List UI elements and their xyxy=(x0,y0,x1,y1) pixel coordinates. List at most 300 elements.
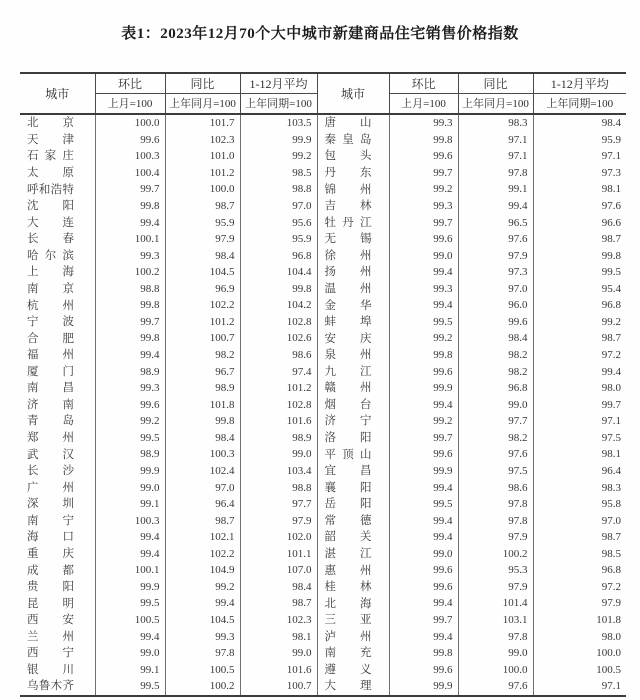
index-value-cell: 95.8 xyxy=(533,496,626,513)
city-name: 厦门 xyxy=(27,365,74,378)
index-value-cell: 100.2 xyxy=(95,264,165,281)
index-value-cell: 103.1 xyxy=(458,612,533,629)
index-value-cell: 100.2 xyxy=(458,546,533,563)
index-value-cell: 97.4 xyxy=(240,363,317,380)
city-cell xyxy=(317,413,389,430)
city-cell xyxy=(20,363,95,380)
index-value-cell: 96.7 xyxy=(165,363,240,380)
city-name: 兰州 xyxy=(27,630,74,643)
index-value-cell: 100.0 xyxy=(458,662,533,679)
index-value-cell: 101.2 xyxy=(165,165,240,182)
index-value-cell: 98.8 xyxy=(95,281,165,298)
city-name: 大连 xyxy=(27,216,74,229)
index-value-cell: 96.8 xyxy=(240,248,317,265)
table-row xyxy=(20,479,626,496)
index-value-cell: 99.4 xyxy=(165,595,240,612)
city-cell xyxy=(20,181,95,198)
header-yoy-base-right: 上年同月=100 xyxy=(458,93,533,114)
index-value-cell: 97.6 xyxy=(533,198,626,215)
index-value-cell: 99.6 xyxy=(389,363,458,380)
index-value-cell: 98.1 xyxy=(240,628,317,645)
index-value-cell: 102.4 xyxy=(165,463,240,480)
city-name: 沈阳 xyxy=(27,200,74,213)
table-row xyxy=(20,297,626,314)
city-name: 广州 xyxy=(27,481,74,494)
city-name: 太原 xyxy=(27,167,74,180)
city-cell xyxy=(20,463,95,480)
city-cell xyxy=(317,546,389,563)
city-name: 重庆 xyxy=(27,547,74,560)
table-row xyxy=(20,330,626,347)
index-value-cell: 103.4 xyxy=(240,463,317,480)
index-value-cell: 97.0 xyxy=(240,198,317,215)
index-value-cell: 104.5 xyxy=(165,612,240,629)
index-value-cell: 95.4 xyxy=(533,281,626,298)
index-value-cell: 103.5 xyxy=(240,114,317,132)
index-value-cell: 101.4 xyxy=(458,595,533,612)
city-name: 洛阳 xyxy=(324,432,372,445)
city-cell xyxy=(20,446,95,463)
index-value-cell: 99.7 xyxy=(389,612,458,629)
index-value-cell: 104.2 xyxy=(240,297,317,314)
city-name: 湛江 xyxy=(324,547,372,560)
index-value-cell: 99.4 xyxy=(389,397,458,414)
city-name: 银川 xyxy=(27,663,74,676)
city-cell xyxy=(317,231,389,248)
city-cell xyxy=(20,413,95,430)
index-value-cell: 99.8 xyxy=(533,248,626,265)
city-cell xyxy=(317,214,389,231)
index-value-cell: 104.4 xyxy=(240,264,317,281)
index-value-cell: 99.8 xyxy=(95,198,165,215)
index-value-cell: 97.7 xyxy=(240,496,317,513)
city-cell xyxy=(317,678,389,696)
table-row xyxy=(20,314,626,331)
index-value-cell: 97.2 xyxy=(533,579,626,596)
city-cell xyxy=(20,132,95,149)
index-value-cell: 99.5 xyxy=(389,314,458,331)
index-value-cell: 99.1 xyxy=(95,662,165,679)
city-name: 岳阳 xyxy=(324,498,372,511)
index-value-cell: 101.6 xyxy=(240,662,317,679)
table-row xyxy=(20,181,626,198)
city-name: 锦州 xyxy=(324,183,372,196)
index-value-cell: 99.1 xyxy=(458,181,533,198)
index-value-cell: 95.9 xyxy=(533,132,626,149)
city-name: 三亚 xyxy=(324,614,372,627)
index-value-cell: 97.5 xyxy=(533,430,626,447)
city-cell xyxy=(20,546,95,563)
index-value-cell: 99.8 xyxy=(389,347,458,364)
table-row xyxy=(20,662,626,679)
index-value-cell: 99.0 xyxy=(389,546,458,563)
city-name: 宁波 xyxy=(27,316,74,329)
index-value-cell: 95.9 xyxy=(165,214,240,231)
city-name: 上海 xyxy=(27,266,74,279)
header-avg-left: 1-12月平均 xyxy=(240,73,317,93)
table-body xyxy=(20,114,626,696)
price-index-table-wrap xyxy=(20,72,626,697)
city-cell xyxy=(317,529,389,546)
index-value-cell: 98.5 xyxy=(240,165,317,182)
header-city-right: 城市 xyxy=(317,73,389,114)
index-value-cell: 102.8 xyxy=(240,397,317,414)
table-row xyxy=(20,546,626,563)
index-value-cell: 101.6 xyxy=(240,413,317,430)
index-value-cell: 98.2 xyxy=(458,347,533,364)
index-value-cell: 97.1 xyxy=(533,678,626,696)
city-name: 韶关 xyxy=(324,531,372,544)
index-value-cell: 102.2 xyxy=(165,297,240,314)
index-value-cell: 99.9 xyxy=(389,380,458,397)
index-value-cell: 99.6 xyxy=(389,579,458,596)
city-name: 昆明 xyxy=(27,597,74,610)
index-value-cell: 99.4 xyxy=(458,198,533,215)
index-value-cell: 97.8 xyxy=(165,645,240,662)
index-value-cell: 101.2 xyxy=(165,314,240,331)
city-cell xyxy=(20,330,95,347)
index-value-cell: 99.5 xyxy=(95,678,165,696)
index-value-cell: 99.7 xyxy=(389,214,458,231)
table-row xyxy=(20,678,626,696)
index-value-cell: 99.9 xyxy=(240,132,317,149)
city-name: 长春 xyxy=(27,233,74,246)
index-value-cell: 99.0 xyxy=(95,645,165,662)
city-name: 扬州 xyxy=(324,266,372,279)
index-value-cell: 98.6 xyxy=(458,479,533,496)
index-value-cell: 99.4 xyxy=(95,628,165,645)
index-value-cell: 99.6 xyxy=(95,397,165,414)
city-name: 成都 xyxy=(27,564,74,577)
city-name: 襄阳 xyxy=(324,481,372,494)
index-value-cell: 99.9 xyxy=(389,678,458,696)
index-value-cell: 97.9 xyxy=(165,231,240,248)
index-value-cell: 99.4 xyxy=(389,479,458,496)
index-value-cell: 100.7 xyxy=(165,330,240,347)
index-value-cell: 97.8 xyxy=(458,628,533,645)
city-name: 武汉 xyxy=(27,448,74,461)
city-cell xyxy=(317,513,389,530)
index-value-cell: 97.2 xyxy=(533,347,626,364)
index-value-cell: 97.6 xyxy=(458,231,533,248)
header-avg-right: 1-12月平均 xyxy=(533,73,626,93)
city-name: 无锡 xyxy=(324,233,372,246)
index-value-cell: 99.8 xyxy=(95,297,165,314)
index-value-cell: 98.9 xyxy=(95,363,165,380)
table-row xyxy=(20,248,626,265)
index-value-cell: 99.6 xyxy=(95,132,165,149)
city-cell xyxy=(317,330,389,347)
city-cell xyxy=(20,248,95,265)
city-name: 深圳 xyxy=(27,498,74,511)
city-cell xyxy=(20,165,95,182)
index-value-cell: 99.2 xyxy=(165,579,240,596)
header-avg-base-left: 上年同期=100 xyxy=(240,93,317,114)
city-cell xyxy=(20,231,95,248)
index-value-cell: 100.7 xyxy=(240,678,317,696)
index-value-cell: 98.1 xyxy=(533,181,626,198)
index-value-cell: 99.3 xyxy=(389,198,458,215)
city-name: 北京 xyxy=(27,117,74,130)
index-value-cell: 97.1 xyxy=(458,132,533,149)
city-cell xyxy=(20,430,95,447)
city-cell xyxy=(317,446,389,463)
city-name: 南宁 xyxy=(27,514,74,527)
city-cell xyxy=(317,132,389,149)
index-value-cell: 99.3 xyxy=(165,628,240,645)
header-row-1 xyxy=(20,73,626,93)
city-name: 吉林 xyxy=(324,200,372,213)
city-cell xyxy=(317,248,389,265)
city-name: 石家庄 xyxy=(27,150,74,163)
city-cell xyxy=(317,479,389,496)
city-name: 泉州 xyxy=(324,349,372,362)
index-value-cell: 95.3 xyxy=(458,562,533,579)
city-cell xyxy=(317,165,389,182)
index-value-cell: 97.9 xyxy=(533,595,626,612)
table-row xyxy=(20,430,626,447)
index-value-cell: 99.3 xyxy=(95,248,165,265)
index-value-cell: 98.9 xyxy=(165,380,240,397)
index-value-cell: 96.4 xyxy=(165,496,240,513)
index-value-cell: 97.8 xyxy=(458,513,533,530)
city-cell xyxy=(20,496,95,513)
city-name: 常德 xyxy=(324,514,372,527)
index-value-cell: 99.4 xyxy=(95,214,165,231)
index-value-cell: 99.4 xyxy=(389,264,458,281)
index-value-cell: 101.8 xyxy=(165,397,240,414)
table-row xyxy=(20,513,626,530)
table-row xyxy=(20,363,626,380)
city-name: 秦皇岛 xyxy=(324,133,372,146)
index-value-cell: 99.8 xyxy=(389,645,458,662)
header-yoy-left: 同比 xyxy=(165,73,240,93)
index-value-cell: 99.8 xyxy=(95,330,165,347)
city-name: 北海 xyxy=(324,597,372,610)
index-value-cell: 102.8 xyxy=(240,314,317,331)
table-row xyxy=(20,281,626,298)
table-title: 表1：2023年12月70个大中城市新建商品住宅销售价格指数 xyxy=(121,26,519,42)
city-name: 平顶山 xyxy=(324,448,372,461)
city-cell xyxy=(317,612,389,629)
index-value-cell: 99.7 xyxy=(389,165,458,182)
city-cell xyxy=(317,363,389,380)
city-name: 大理 xyxy=(324,680,372,693)
city-cell xyxy=(20,380,95,397)
index-value-cell: 102.0 xyxy=(240,529,317,546)
index-value-cell: 97.7 xyxy=(458,413,533,430)
city-cell xyxy=(20,198,95,215)
table-header xyxy=(20,73,626,114)
index-value-cell: 97.0 xyxy=(165,479,240,496)
price-index-table xyxy=(20,72,626,697)
index-value-cell: 99.5 xyxy=(95,595,165,612)
index-value-cell: 99.4 xyxy=(389,628,458,645)
index-value-cell: 99.8 xyxy=(240,281,317,298)
index-value-cell: 97.9 xyxy=(240,513,317,530)
city-cell xyxy=(317,628,389,645)
index-value-cell: 107.0 xyxy=(240,562,317,579)
city-cell xyxy=(20,562,95,579)
index-value-cell: 96.8 xyxy=(533,297,626,314)
index-value-cell: 98.1 xyxy=(533,446,626,463)
city-name: 遵义 xyxy=(324,663,372,676)
index-value-cell: 96.9 xyxy=(165,281,240,298)
city-cell xyxy=(20,148,95,165)
index-value-cell: 100.2 xyxy=(165,678,240,696)
index-value-cell: 99.3 xyxy=(389,114,458,132)
city-name: 贵阳 xyxy=(27,581,74,594)
city-name: 惠州 xyxy=(324,564,372,577)
index-value-cell: 102.1 xyxy=(165,529,240,546)
index-value-cell: 99.7 xyxy=(389,430,458,447)
index-value-cell: 100.1 xyxy=(95,231,165,248)
city-name: 杭州 xyxy=(27,299,74,312)
index-value-cell: 99.5 xyxy=(389,496,458,513)
index-value-cell: 102.3 xyxy=(165,132,240,149)
city-name: 牡丹江 xyxy=(324,216,372,229)
index-value-cell: 98.7 xyxy=(533,529,626,546)
index-value-cell: 99.6 xyxy=(389,148,458,165)
index-value-cell: 99.0 xyxy=(95,479,165,496)
index-value-cell: 99.4 xyxy=(533,363,626,380)
index-value-cell: 97.1 xyxy=(533,148,626,165)
city-name: 西宁 xyxy=(27,647,74,660)
index-value-cell: 99.3 xyxy=(389,281,458,298)
city-name: 金华 xyxy=(324,299,372,312)
index-value-cell: 100.5 xyxy=(165,662,240,679)
city-name: 合肥 xyxy=(27,332,74,345)
index-value-cell: 97.9 xyxy=(458,529,533,546)
table-row xyxy=(20,529,626,546)
table-row xyxy=(20,413,626,430)
city-cell xyxy=(20,529,95,546)
index-value-cell: 99.9 xyxy=(95,463,165,480)
city-cell xyxy=(20,628,95,645)
city-name: 南充 xyxy=(324,647,372,660)
city-cell xyxy=(317,264,389,281)
table-row xyxy=(20,463,626,480)
index-value-cell: 98.4 xyxy=(165,430,240,447)
city-cell xyxy=(317,347,389,364)
table-row xyxy=(20,397,626,414)
index-value-cell: 98.4 xyxy=(533,114,626,132)
table-row xyxy=(20,114,626,132)
index-value-cell: 98.2 xyxy=(165,347,240,364)
city-cell xyxy=(20,645,95,662)
index-value-cell: 101.0 xyxy=(165,148,240,165)
city-cell xyxy=(317,595,389,612)
index-value-cell: 98.0 xyxy=(533,380,626,397)
city-name: 呼和浩特 xyxy=(27,183,74,196)
index-value-cell: 99.4 xyxy=(95,347,165,364)
index-value-cell: 99.4 xyxy=(389,595,458,612)
header-avg-base-right: 上年同期=100 xyxy=(533,93,626,114)
table-row xyxy=(20,562,626,579)
city-cell xyxy=(20,297,95,314)
index-value-cell: 96.5 xyxy=(458,214,533,231)
index-value-cell: 98.2 xyxy=(458,363,533,380)
index-value-cell: 97.8 xyxy=(458,165,533,182)
city-name: 温州 xyxy=(324,282,372,295)
index-value-cell: 99.2 xyxy=(389,181,458,198)
index-value-cell: 98.3 xyxy=(533,479,626,496)
city-name: 桂林 xyxy=(324,581,372,594)
index-value-cell: 97.1 xyxy=(458,148,533,165)
city-cell xyxy=(317,314,389,331)
index-value-cell: 99.2 xyxy=(389,330,458,347)
city-cell xyxy=(20,479,95,496)
index-value-cell: 101.8 xyxy=(533,612,626,629)
index-value-cell: 99.4 xyxy=(95,546,165,563)
index-value-cell: 101.1 xyxy=(240,546,317,563)
table-row xyxy=(20,446,626,463)
city-cell xyxy=(317,181,389,198)
table-row xyxy=(20,347,626,364)
index-value-cell: 96.4 xyxy=(533,463,626,480)
table-row xyxy=(20,595,626,612)
index-value-cell: 98.4 xyxy=(240,579,317,596)
table-row xyxy=(20,132,626,149)
index-value-cell: 100.5 xyxy=(533,662,626,679)
index-value-cell: 97.5 xyxy=(458,463,533,480)
index-value-cell: 98.4 xyxy=(458,330,533,347)
city-cell xyxy=(317,114,389,132)
index-value-cell: 104.9 xyxy=(165,562,240,579)
index-value-cell: 99.4 xyxy=(389,297,458,314)
city-name: 济南 xyxy=(27,398,74,411)
index-value-cell: 97.9 xyxy=(458,248,533,265)
index-value-cell: 99.6 xyxy=(389,562,458,579)
index-value-cell: 99.8 xyxy=(389,132,458,149)
index-value-cell: 99.2 xyxy=(240,148,317,165)
index-value-cell: 99.2 xyxy=(389,413,458,430)
city-name: 徐州 xyxy=(324,249,372,262)
header-city-left: 城市 xyxy=(20,73,95,114)
city-cell xyxy=(317,645,389,662)
index-value-cell: 98.8 xyxy=(240,479,317,496)
index-value-cell: 99.2 xyxy=(533,314,626,331)
index-value-cell: 97.0 xyxy=(458,281,533,298)
header-yoy-right: 同比 xyxy=(458,73,533,93)
index-value-cell: 98.3 xyxy=(458,114,533,132)
city-cell xyxy=(317,397,389,414)
index-value-cell: 97.9 xyxy=(458,579,533,596)
city-cell xyxy=(317,579,389,596)
city-name: 天津 xyxy=(27,133,74,146)
index-value-cell: 102.3 xyxy=(240,612,317,629)
city-name: 济宁 xyxy=(324,415,372,428)
index-value-cell: 98.7 xyxy=(165,513,240,530)
index-value-cell: 99.7 xyxy=(533,397,626,414)
city-name: 烟台 xyxy=(324,398,372,411)
city-cell xyxy=(317,662,389,679)
city-cell xyxy=(317,148,389,165)
city-name: 唐山 xyxy=(324,117,372,130)
index-value-cell: 99.7 xyxy=(95,181,165,198)
index-value-cell: 99.5 xyxy=(533,264,626,281)
index-value-cell: 99.1 xyxy=(95,496,165,513)
city-cell xyxy=(317,562,389,579)
table-row xyxy=(20,579,626,596)
city-name: 宜昌 xyxy=(324,465,372,478)
index-value-cell: 101.2 xyxy=(240,380,317,397)
index-value-cell: 100.1 xyxy=(95,562,165,579)
index-value-cell: 98.5 xyxy=(533,546,626,563)
index-value-cell: 96.8 xyxy=(458,380,533,397)
city-cell xyxy=(20,264,95,281)
city-cell xyxy=(20,214,95,231)
